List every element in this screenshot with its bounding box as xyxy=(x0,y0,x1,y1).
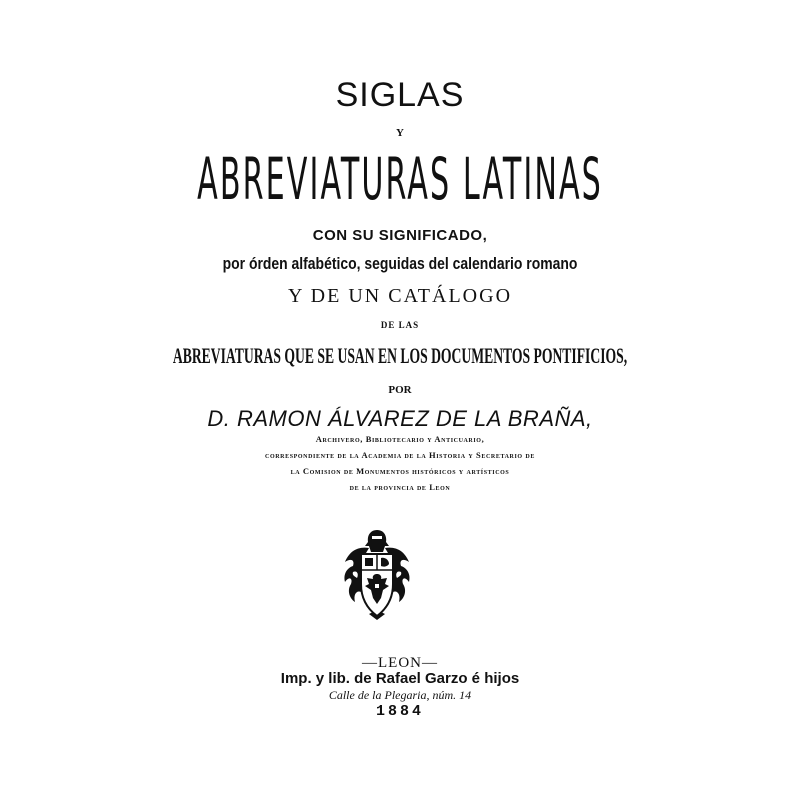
by-label: POR xyxy=(388,384,412,396)
subtitle-line-5: ABREVIATURAS QUE SE USAN EN LOS DOCUMENTOS PONTIFICIOS, xyxy=(172,343,628,368)
printer: Imp. y lib. de Rafael Garzo é hijos xyxy=(280,670,520,687)
credential-line: correspondiente de la Academia de la Historia y Secretario de xyxy=(265,450,535,460)
credential-line: la Comision de Monumentos históricos y artísticos xyxy=(290,466,510,476)
subtitle-line-2: por órden alfabético, seguidas del calendario romano xyxy=(222,254,578,273)
year: 1884 xyxy=(375,703,424,720)
credential-line: de la provincia de Leon xyxy=(349,482,451,492)
author: D. RAMON ÁLVAREZ DE LA BRAÑA, xyxy=(207,406,593,431)
conjunction: Y xyxy=(396,127,404,139)
subtitle-line-1: CON SU SIGNIFICADO, xyxy=(312,227,488,244)
coat-of-arms-icon xyxy=(339,528,415,622)
address: Calle de la Plegaria, núm. 14 xyxy=(328,688,472,702)
title: SIGLAS xyxy=(335,76,465,114)
subtitle-line-3: Y DE UN CATÁLOGO xyxy=(287,285,513,307)
subtitle-line-4: DE LAS xyxy=(380,320,420,330)
main-title: ABREVIATURAS LATINAS xyxy=(197,145,603,213)
place: —LEON— xyxy=(362,655,438,671)
credential-line: Archivero, Bibliotecario y Anticuario, xyxy=(315,434,485,444)
